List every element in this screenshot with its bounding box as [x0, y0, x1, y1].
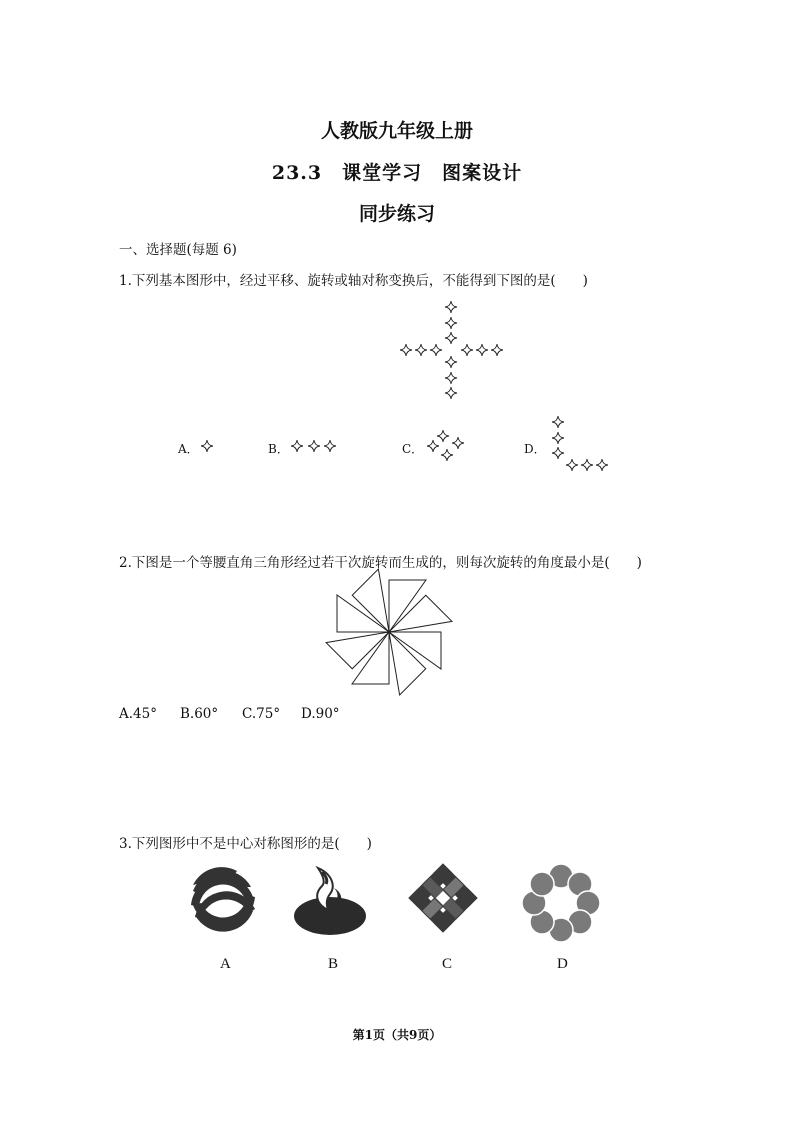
book-title: 人教版九年级上册	[320, 120, 473, 142]
pinwheel-figure	[333, 576, 453, 696]
q1-option-b-label: B．	[268, 442, 289, 456]
q2-option-d: D.90°	[301, 706, 340, 722]
q3-option-b-label: B	[328, 956, 339, 972]
logo-c-knot	[411, 866, 475, 930]
q2-option-a: A.45°	[119, 706, 157, 722]
question-3-stem: 3.下列图形中不是中心对称图形的是( )	[119, 836, 372, 852]
q1-option-c-figure	[427, 430, 464, 461]
q2-option-c: C.75°	[242, 706, 281, 722]
q3-option-c-label: C	[442, 956, 453, 972]
page-footer: 第1页（共9页）	[352, 1028, 442, 1042]
logo-d-circle-ring	[520, 862, 602, 944]
q1-option-d-figure	[552, 416, 608, 471]
q3-option-d-label: D	[557, 956, 568, 972]
q2-option-b: B.60°	[180, 706, 219, 722]
question-1-stem: 1.下列基本图形中，经过平移、旋转或轴对称变换后，不能得到下图的是( )	[119, 273, 588, 289]
page-subtitle: 同步练习	[358, 203, 435, 225]
q3-option-a-label: A	[220, 956, 231, 972]
question-2-stem: 2.下图是一个等腰直角三角形经过若干次旋转而生成的，则每次旋转的角度最小是( )	[119, 555, 642, 571]
q1-option-d-label: D．	[524, 442, 546, 456]
question-1-figure	[0, 0, 794, 500]
q1-option-a-figure	[201, 440, 213, 452]
cross-star-pattern	[400, 301, 503, 399]
logo-b-flame	[292, 864, 368, 938]
lesson-title: 23.3 课堂学习 图案设计	[271, 162, 523, 184]
q1-option-b-figure	[291, 440, 336, 452]
q1-option-c-label: C．	[402, 442, 424, 456]
logo-a-swirl	[188, 866, 258, 936]
section-heading: 一、选择题(每题 6)	[119, 242, 237, 258]
q1-option-a-label: A．	[178, 442, 199, 456]
